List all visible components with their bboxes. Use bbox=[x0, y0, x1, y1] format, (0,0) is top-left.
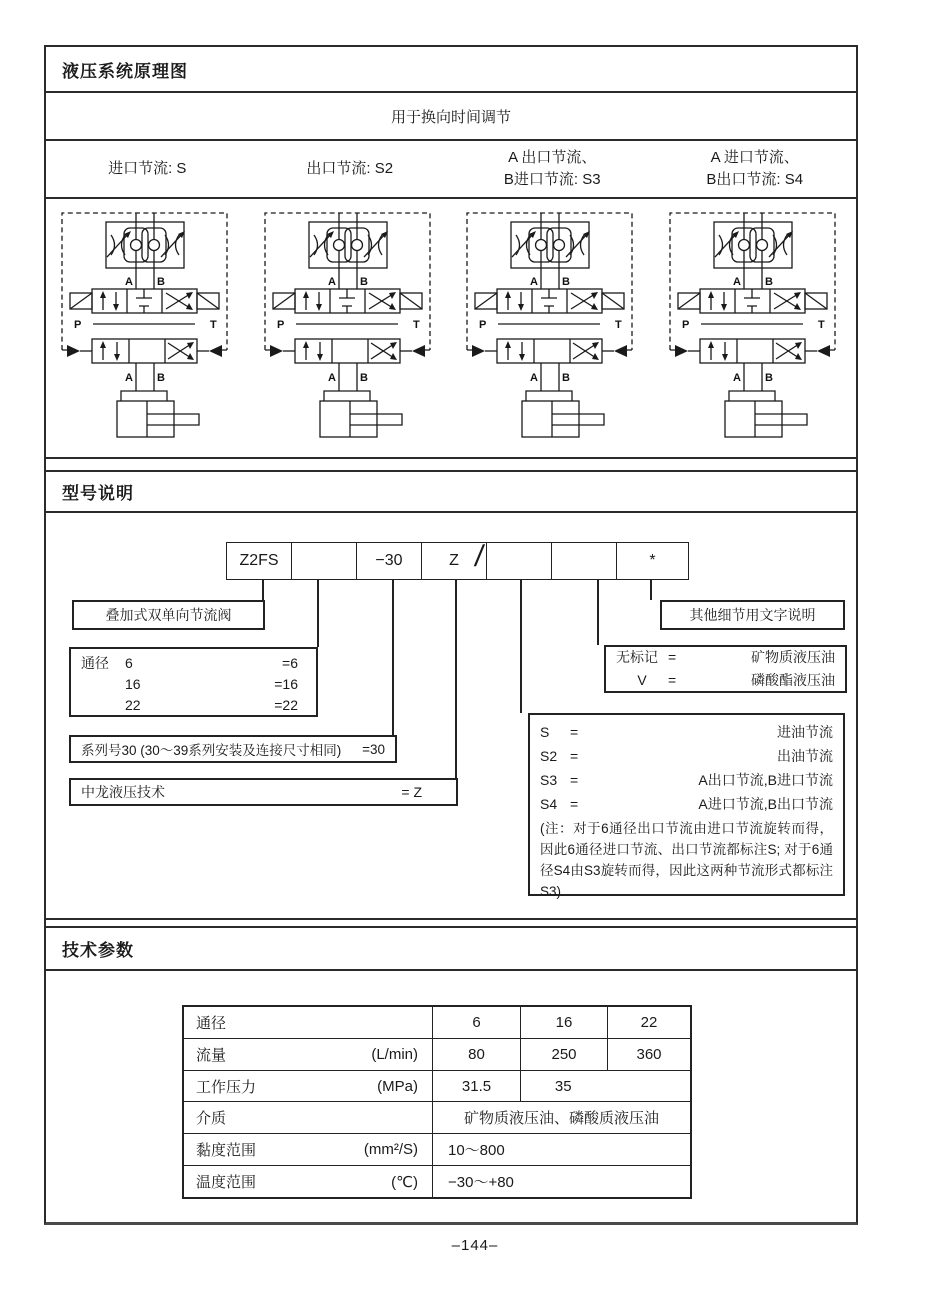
svg-text:A: A bbox=[125, 276, 134, 288]
code-cell-prefix: Z2FS bbox=[227, 543, 292, 579]
hydraulic-circuit-diagram bbox=[47, 205, 247, 455]
svg-text:A: A bbox=[327, 276, 336, 288]
svg-text:B: B bbox=[359, 276, 368, 288]
svg-text:T: T bbox=[817, 319, 825, 331]
svg-text:P: P bbox=[276, 319, 285, 331]
tech-params-area bbox=[46, 971, 856, 1224]
svg-text:P: P bbox=[681, 319, 690, 331]
circuit-diagram-s bbox=[46, 199, 249, 457]
schematic-diagrams bbox=[46, 199, 856, 459]
throttle-row: S3 = A出口节流,B进口节流 bbox=[540, 772, 833, 788]
connector-line bbox=[455, 580, 457, 778]
hydraulic-circuit-diagram bbox=[250, 205, 450, 455]
section-title-hydraulic-schematic: 液压系统原理图 bbox=[46, 47, 856, 93]
throttle-row: S4 = A进口节流,B出口节流 bbox=[540, 796, 833, 812]
column-header-s4: A 进口节流、 B出口节流: S4 bbox=[706, 149, 804, 188]
throttle-note: (注：对于6通径出口节流由进口节流旋转而得，因此6通径进口节流、出口节流都标注S; 对于6通径S4由S3旋转而得，因此这两种节流形式都标注S3) bbox=[540, 821, 833, 899]
svg-text:A: A bbox=[732, 276, 741, 288]
stack-valve-label-box: 叠加式双单向节流阀 bbox=[72, 600, 265, 630]
table-row-temperature: 温度范围 (℃) −30～+80 bbox=[184, 1165, 690, 1197]
code-cell-other: * bbox=[649, 552, 656, 569]
page-frame bbox=[44, 45, 858, 1225]
code-slash: / bbox=[472, 540, 486, 573]
connector-line bbox=[262, 580, 264, 600]
connector-line bbox=[392, 580, 394, 735]
code-cell-brand: Z bbox=[422, 543, 487, 579]
hydraulic-circuit-diagram bbox=[452, 205, 652, 455]
schematic-column-headers bbox=[46, 141, 856, 199]
table-row-size: 通径 6 16 22 bbox=[184, 1007, 690, 1038]
size-row: 16 =16 bbox=[125, 676, 298, 692]
connector-line bbox=[317, 580, 319, 647]
circuit-diagram-s2 bbox=[249, 199, 452, 457]
other-details-box: 其他细节用文字说明 bbox=[660, 600, 845, 630]
throttle-row: S = 进油节流 bbox=[540, 724, 833, 740]
svg-text:B: B bbox=[157, 372, 166, 384]
svg-text:T: T bbox=[210, 319, 217, 331]
page-number: –144– bbox=[451, 1237, 499, 1254]
svg-text:P: P bbox=[74, 319, 82, 331]
connector-line bbox=[597, 580, 599, 645]
svg-text:A: A bbox=[530, 372, 539, 384]
section-title-tech-params: 技术参数 bbox=[46, 926, 856, 971]
circuit-diagram-s4 bbox=[654, 199, 857, 457]
brand-code-box: 中龙液压技术 = Z bbox=[69, 778, 458, 806]
column-header-s3: A 出口节流、 B进口节流: S3 bbox=[503, 149, 601, 188]
svg-text:B: B bbox=[764, 372, 773, 384]
fluid-row: V = 磷酸酯液压油 bbox=[637, 672, 835, 688]
column-header-s: 进口节流: S bbox=[108, 160, 187, 177]
svg-text:A: A bbox=[327, 372, 336, 384]
fluid-code-box bbox=[604, 645, 847, 693]
svg-text:A: A bbox=[530, 276, 539, 288]
section-title-model-code: 型号说明 bbox=[46, 470, 856, 513]
connector-line bbox=[520, 580, 522, 713]
svg-text:A: A bbox=[732, 372, 741, 384]
svg-text:B: B bbox=[562, 372, 571, 384]
svg-text:P: P bbox=[479, 319, 487, 331]
model-code-area bbox=[46, 513, 856, 920]
fluid-row: 无标记 = 矿物质液压油 bbox=[616, 649, 835, 665]
svg-text:T: T bbox=[615, 319, 622, 331]
throttle-code-box bbox=[528, 713, 845, 899]
svg-text:B: B bbox=[562, 276, 571, 288]
size-code-box bbox=[69, 647, 318, 717]
circuit-diagram-s3 bbox=[451, 199, 654, 457]
connector-line bbox=[650, 580, 652, 600]
table-row-medium: 介质 矿物质液压油、磷酸质液压油 bbox=[184, 1101, 690, 1133]
code-cell-throttle bbox=[487, 543, 552, 579]
table-row-viscosity: 黏度范围 (mm²/S) 10～800 bbox=[184, 1133, 690, 1165]
code-cell-fluid bbox=[552, 543, 617, 579]
size-row: 22 =22 bbox=[125, 697, 298, 713]
tech-params-table bbox=[182, 1005, 692, 1199]
schematic-subtitle: 用于换向时间调节 bbox=[46, 93, 856, 141]
column-header-s2: 出口节流: S2 bbox=[306, 160, 394, 177]
code-cell-series: −30 bbox=[357, 543, 422, 579]
svg-text:B: B bbox=[359, 372, 368, 384]
hydraulic-circuit-diagram bbox=[655, 205, 855, 455]
model-code-row bbox=[226, 542, 689, 580]
svg-text:B: B bbox=[157, 276, 166, 288]
svg-text:B: B bbox=[764, 276, 773, 288]
size-row: 通径 6 =6 bbox=[81, 655, 298, 671]
table-row-flow: 流量 (L/min) 80 250 360 bbox=[184, 1038, 690, 1070]
throttle-row: S2 = 出油节流 bbox=[540, 748, 833, 764]
table-row-pressure: 工作压力 (MPa) 31.5 35 bbox=[184, 1070, 690, 1102]
svg-text:A: A bbox=[125, 372, 134, 384]
series-code-box: 系列号30 (30～39系列安装及连接尺寸相同) =30 bbox=[69, 735, 397, 763]
svg-text:T: T bbox=[412, 319, 420, 331]
code-cell-size bbox=[292, 543, 357, 579]
